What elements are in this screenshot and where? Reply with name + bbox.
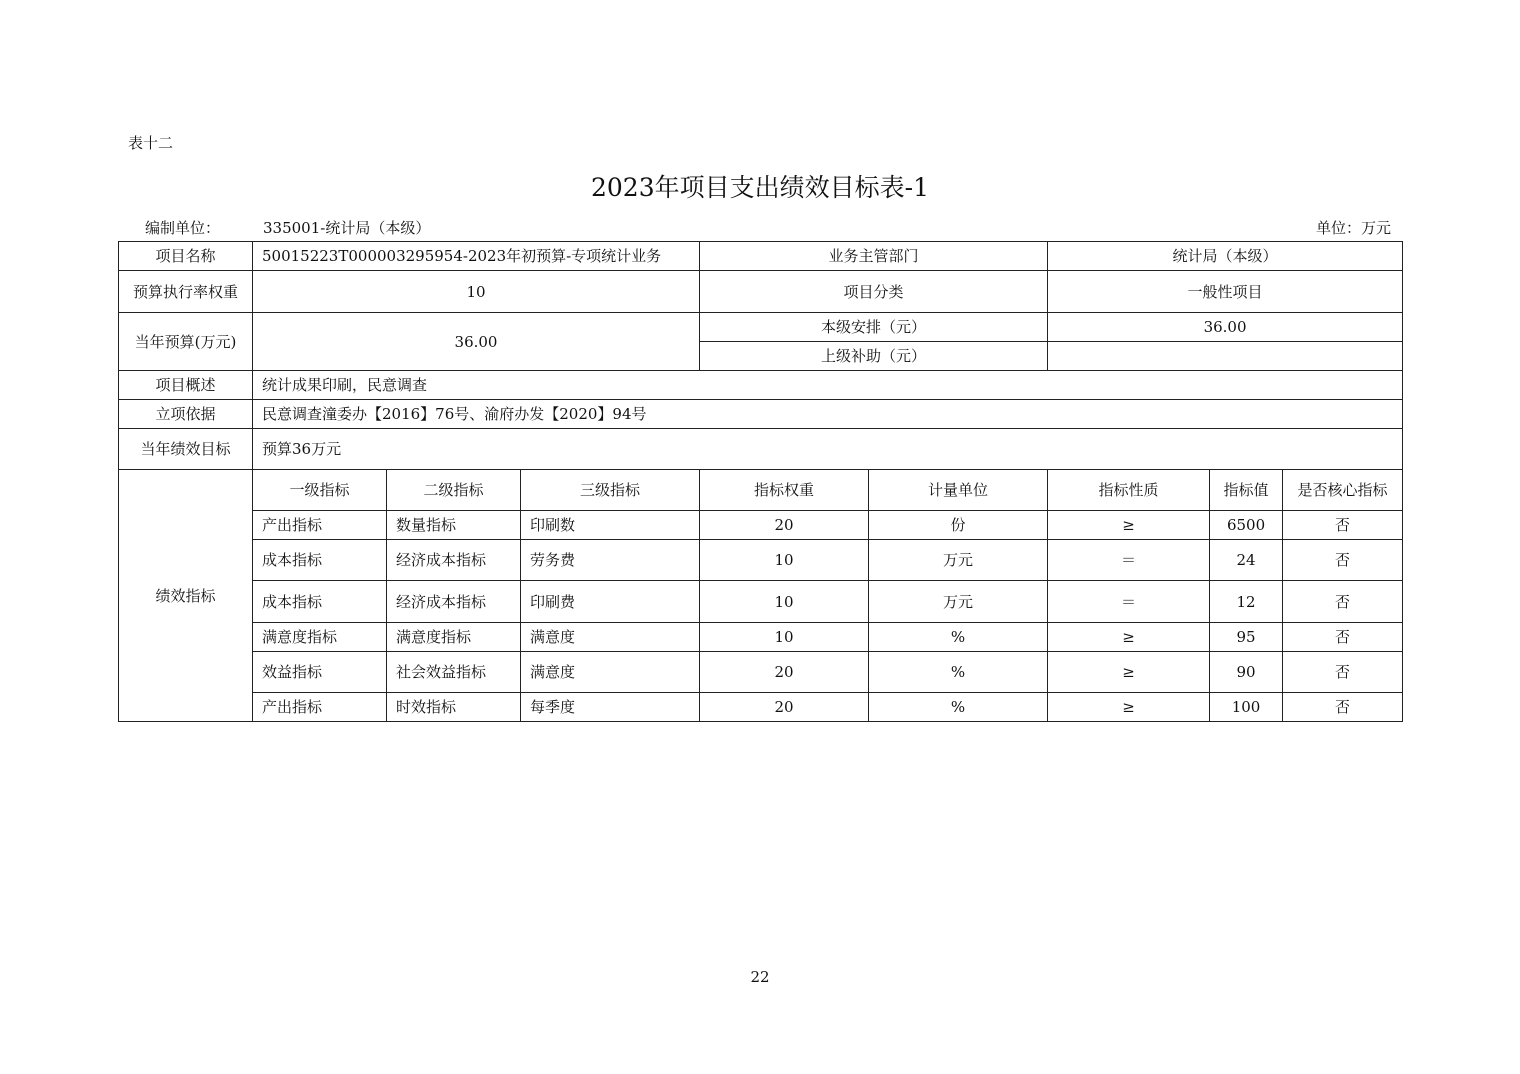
cell-level3: 满意度 — [521, 652, 700, 693]
cell-core: 否 — [1283, 581, 1403, 623]
cell-level2: 经济成本指标 — [387, 581, 521, 623]
cell-nature: ≥ — [1048, 623, 1210, 652]
upper-label: 上级补助（元） — [700, 342, 1048, 371]
org-label: 编制单位： — [145, 219, 221, 237]
cell-value: 95 — [1210, 623, 1283, 652]
goal-row — [119, 429, 1403, 470]
dept-label: 业务主管部门 — [700, 242, 1048, 271]
cell-core: 否 — [1283, 540, 1403, 581]
overview-value: 统计成果印刷，民意调查 — [253, 371, 1403, 400]
header-weight: 指标权重 — [700, 470, 869, 511]
table-row — [119, 540, 1403, 581]
cell-level2: 时效指标 — [387, 693, 521, 722]
cell-level2: 满意度指标 — [387, 623, 521, 652]
weight-row — [119, 271, 1403, 313]
header-level1: 一级指标 — [253, 470, 387, 511]
cell-value: 6500 — [1210, 511, 1283, 540]
cell-nature: ≥ — [1048, 511, 1210, 540]
indicator-header-row — [119, 470, 1403, 511]
cell-level3: 每季度 — [521, 693, 700, 722]
cell-weight: 20 — [700, 652, 869, 693]
indicator-section-label: 绩效指标 — [119, 470, 253, 722]
dept-value: 统计局（本级） — [1048, 242, 1403, 271]
local-value: 36.00 — [1048, 313, 1403, 342]
project-name-value: 50015223T000003295954-2023年初预算-专项统计业务 — [253, 242, 700, 271]
cell-level1: 产出指标 — [253, 693, 387, 722]
header-value: 指标值 — [1210, 470, 1283, 511]
basis-label: 立项依据 — [119, 400, 253, 429]
weight-value: 10 — [253, 271, 700, 313]
cell-level1: 效益指标 — [253, 652, 387, 693]
cell-nature: ＝ — [1048, 581, 1210, 623]
category-value: 一般性项目 — [1048, 271, 1403, 313]
cell-unit: 万元 — [869, 581, 1048, 623]
cell-level2: 经济成本指标 — [387, 540, 521, 581]
cell-weight: 20 — [700, 693, 869, 722]
cell-level1: 成本指标 — [253, 581, 387, 623]
cell-nature: ≥ — [1048, 693, 1210, 722]
basis-value: 民意调查潼委办【2016】76号、渝府办发【2020】94号 — [253, 400, 1403, 429]
cell-nature: ＝ — [1048, 540, 1210, 581]
cell-value: 24 — [1210, 540, 1283, 581]
table-row — [119, 581, 1403, 623]
local-label: 本级安排（元） — [700, 313, 1048, 342]
unit-label: 单位：万元 — [1315, 219, 1391, 237]
header-nature: 指标性质 — [1048, 470, 1210, 511]
category-label: 项目分类 — [700, 271, 1048, 313]
basis-row — [119, 400, 1403, 429]
page-title: 2023年项目支出绩效目标表-1 — [591, 173, 929, 202]
cell-level1: 满意度指标 — [253, 623, 387, 652]
cell-value: 12 — [1210, 581, 1283, 623]
cell-unit: 份 — [869, 511, 1048, 540]
cell-level1: 产出指标 — [253, 511, 387, 540]
table-row — [119, 693, 1403, 722]
cell-level3: 满意度 — [521, 623, 700, 652]
cell-level1: 成本指标 — [253, 540, 387, 581]
header-unit: 计量单位 — [869, 470, 1048, 511]
cell-weight: 20 — [700, 511, 869, 540]
cell-value: 100 — [1210, 693, 1283, 722]
overview-row — [119, 371, 1403, 400]
cell-value: 90 — [1210, 652, 1283, 693]
cell-level3: 劳务费 — [521, 540, 700, 581]
budget-row — [119, 313, 1403, 342]
cell-core: 否 — [1283, 693, 1403, 722]
goal-value: 预算36万元 — [253, 429, 1403, 470]
page-number: 22 — [750, 968, 770, 986]
org-value: 335001-统计局（本级） — [263, 219, 431, 237]
cell-weight: 10 — [700, 581, 869, 623]
project-name-label: 项目名称 — [119, 242, 253, 271]
cell-level3: 印刷数 — [521, 511, 700, 540]
cell-weight: 10 — [700, 540, 869, 581]
budget-label: 当年预算(万元) — [119, 313, 253, 371]
cell-unit: % — [869, 652, 1048, 693]
table-row — [119, 652, 1403, 693]
budget-value: 36.00 — [253, 313, 700, 371]
cell-unit: % — [869, 623, 1048, 652]
goal-label: 当年绩效目标 — [119, 429, 253, 470]
cell-level2: 数量指标 — [387, 511, 521, 540]
cell-weight: 10 — [700, 623, 869, 652]
overview-label: 项目概述 — [119, 371, 253, 400]
cell-unit: % — [869, 693, 1048, 722]
cell-core: 否 — [1283, 652, 1403, 693]
header-core: 是否核心指标 — [1283, 470, 1403, 511]
header-level2: 二级指标 — [387, 470, 521, 511]
cell-level3: 印刷费 — [521, 581, 700, 623]
cell-core: 否 — [1283, 623, 1403, 652]
cell-unit: 万元 — [869, 540, 1048, 581]
cell-core: 否 — [1283, 511, 1403, 540]
performance-table — [118, 241, 1403, 722]
weight-label: 预算执行率权重 — [119, 271, 253, 313]
cell-nature: ≥ — [1048, 652, 1210, 693]
cell-level2: 社会效益指标 — [387, 652, 521, 693]
header-level3: 三级指标 — [521, 470, 700, 511]
table-label: 表十二 — [128, 134, 174, 152]
table-row — [119, 623, 1403, 652]
upper-value — [1048, 342, 1403, 371]
project-name-row — [119, 242, 1403, 271]
table-row — [119, 511, 1403, 540]
